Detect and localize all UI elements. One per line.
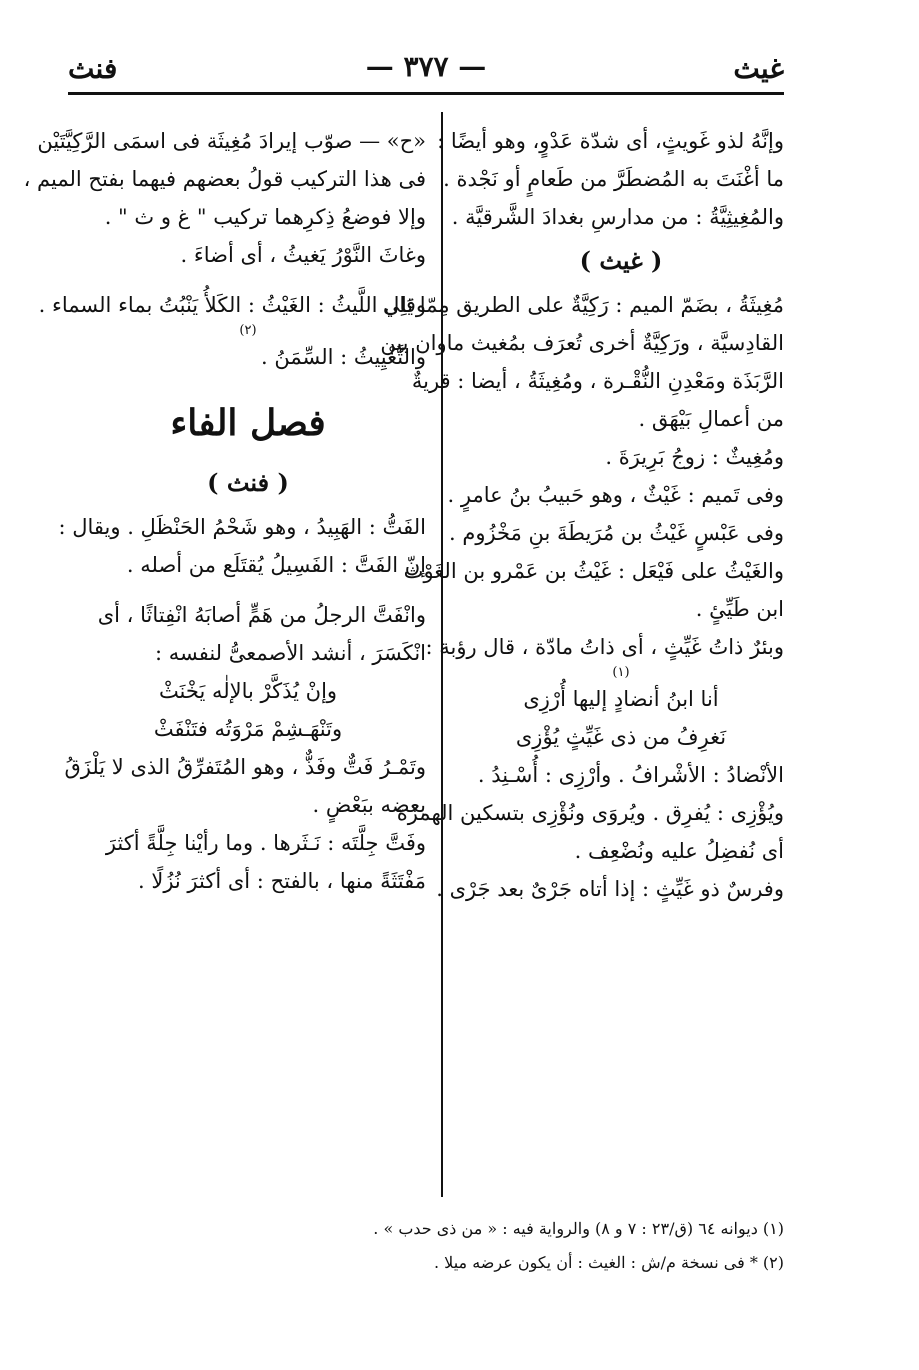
spacer <box>70 584 426 596</box>
footnote-marker: (٢) <box>239 323 257 338</box>
header-rule <box>68 92 784 95</box>
section-title: فصل الفاء <box>170 402 326 444</box>
text-line: الفَتُّ : الهَبِيدُ ، وهو شَحْمُ الحَنْظَلِ . ويقال : <box>58 515 426 539</box>
text-line: إنّ الفَتَّ : الفَسِيلُ يُقتَلَع من أصله . <box>126 553 426 577</box>
text-line: أى نُفضِلُ عليه ونُضْعِف . <box>574 839 784 863</box>
header-left-word: فنث <box>68 52 118 85</box>
verse-line: وإنْ يُذَكَّرْ بالإلٰه يَخْنَثْ <box>158 679 338 703</box>
text-line: مَفْتَثَةً منها ، بالفتح : أى أكثرَ نُزُلًا . <box>138 869 426 893</box>
text-line: بعضه ببَعْضٍ . <box>312 793 426 817</box>
text-line: وانْفَتَّ الرجلُ من هَمٍّ أصابَهُ انْفِتاثًا ، أى <box>97 603 426 627</box>
spacer <box>70 274 426 286</box>
verse-line: نَغرِفُ من ذى غَيِّثٍ يُؤْزِى <box>515 725 727 749</box>
header-right-word: غيث <box>733 52 784 85</box>
footnote-2: (٢) * فى نسخة م/ش : الغيث : أن يكون عرضه ميلا . <box>434 1253 784 1272</box>
text-line: القادِسيَّة ، ورَكِيَّةٌ أخرى تُعرَف بمُغيث ماوان بين <box>380 331 784 355</box>
text-line: مُغِيثَةُ ، بضَمّ الميم : رَكِيَّةٌ على الطريق مِمّا يَلِي <box>382 293 784 317</box>
text-line: وبئرٌ ذاتُ غَيِّثٍ ، أى ذاتُ مادّة ، قال رؤبة : <box>425 635 784 659</box>
verse-line: وتَنْهَـشِمْ مَرْوَتُه فتَنْفَثْ <box>153 717 343 741</box>
text-line: فى هذا التركيب قولُ بعضهم فيهما بفتح الميم ، <box>23 167 426 191</box>
text-line: وفَتَّ جِلَّتَه : نَـثَرها . وما رأيْنا جِلَّةً أكثرَ <box>105 831 426 855</box>
text-line: وإنَّهُ لذو غَويثٍ، أى شدّة عَدْوٍ، وهو أيضًا : <box>437 129 784 153</box>
right-column <box>380 122 784 908</box>
spacer <box>70 376 426 388</box>
text-line: «ح» — صوّب إيرادَ مُغِيثَة فى اسمَى الرَّكِيَّتَيْن <box>37 129 426 153</box>
footnote-marker: (١) <box>612 665 630 680</box>
text-line: والغَيْثُ على فَيْعَل : غَيْثُ بن عَمْرو بن الغَوْث <box>403 559 784 583</box>
text-line: من أعمالِ بَيْهَق . <box>638 407 784 431</box>
text-line: الأنْضادُ : الأشْرافُ . وأرْزِى : أُسْـنِدُ . <box>477 763 784 787</box>
text-line: وإلا فوضعُ ذِكرِهما تركيب " غ و ث " . <box>104 205 426 229</box>
text-line: وقال اللَّيثُ : الغَيْثُ : الكَلأُ يَنْبُتُ بماء السماء . <box>38 293 426 317</box>
text-line: والتَّغْيِيثُ : السِّمَنُ . <box>260 345 426 369</box>
text-line: الرَّبَذَة ومَعْدِنِ النُّقْـرة ، ومُغِيثَةُ ، أيضا : قريةٌ <box>411 369 784 393</box>
text-line: والمُغِيثِيَّةُ : من مدارسِ بغدادَ الشَّرقيَّة . <box>451 205 784 229</box>
page-number: — ٣٧٧ — <box>365 50 487 83</box>
text-line: وتَمْـرُ فَتٌّ وفَذٌّ ، وهو المُتَفرِّقُ الذى لا يَلْزَقُ <box>64 755 426 779</box>
text-line: وفى تَميم : غَيْثٌ ، وهو حَبيبُ بنُ عامرٍ . <box>447 483 784 507</box>
text-line: انْكَسَرَ ، أنشد الأصمعىُّ لنفسه : <box>154 641 426 665</box>
footnote-1: (١) ديوانه ٦٤ (ق/٢٣ : ٧ و ٨) والرواية فيه : « من ذى حدب » . <box>373 1219 784 1238</box>
entry-heading: ( فنث ) <box>207 468 289 497</box>
text-line: ما أغْنَتَ به المُضطَرَّ من طَعامٍ أو نَجْدة . <box>443 167 784 191</box>
footnotes <box>280 1212 784 1280</box>
verse-line: أنا ابنُ أنضادٍ إليها أُرْزِى <box>523 687 719 711</box>
text-line: وغاثَ النَّوْرُ يَغيثُ ، أى أضاءَ . <box>180 243 426 267</box>
text-line: ويُؤْزِى : يُفرِق . ويُروَى ونُؤْزِى بتسكين الهمزة <box>396 801 784 825</box>
text-line: وفى عَبْسٍ غَيْثُ بن مُرَيطَةَ بنِ مَخْزُوم . <box>448 521 784 545</box>
text-line: ابن طَيِّئٍ . <box>695 597 784 621</box>
text-line: ومُغِيثٌ : زوجُ بَرِيرَةَ . <box>605 445 784 469</box>
text-line: وفرسٌ ذو غَيِّثٍ : إذا أتاه جَرْىٌ بعد جَرْى . <box>436 877 784 901</box>
entry-heading: ( غيث ) <box>579 246 663 275</box>
page-header <box>68 48 784 92</box>
left-column <box>23 122 426 900</box>
